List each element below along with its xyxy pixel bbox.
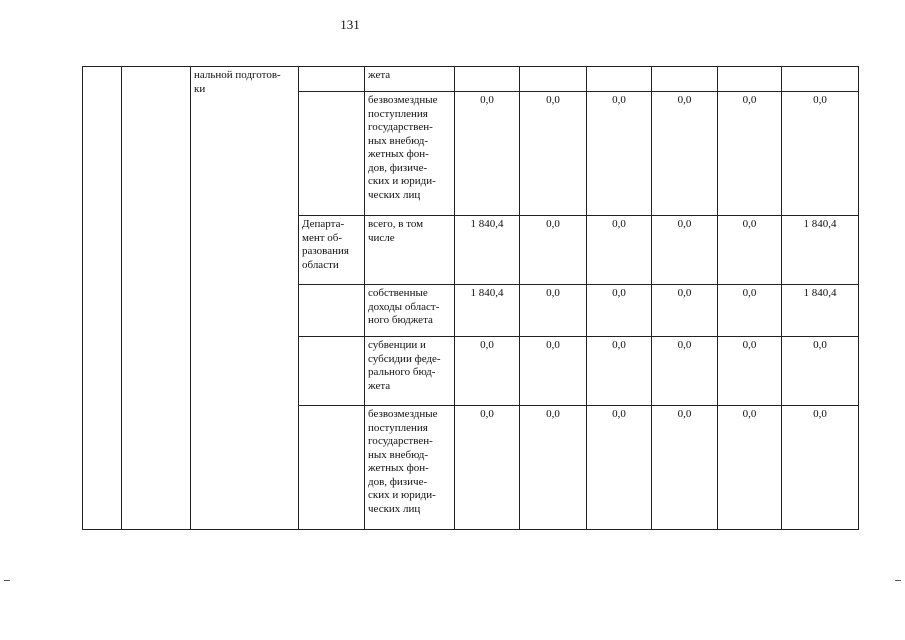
value-cell: 0,0 [652, 92, 718, 216]
page-number: 131 [340, 17, 360, 32]
table-row [83, 67, 859, 92]
source-cell: субвенции и субсидии феде- рального бюд- жета [365, 337, 455, 406]
training-text: нальной подготов- ки [194, 69, 281, 95]
value-cell: 0,0 [587, 337, 652, 406]
executor-cell [299, 406, 365, 530]
value-cell: 0,0 [520, 406, 587, 530]
executor-cell [299, 67, 365, 92]
value-cell: 0,0 [718, 406, 782, 530]
value-cell: 0,0 [718, 92, 782, 216]
value-cell: 0,0 [587, 216, 652, 285]
value-cell: 0,0 [782, 406, 859, 530]
source-cell: безвозмездные поступления государствен- ных внебюд- жетных фон- дов, физиче- ских и юриди- ческих лиц [365, 92, 455, 216]
source-cell: собственные доходы област- ного бюджета [365, 285, 455, 337]
value-cell [587, 67, 652, 92]
budget-table [82, 66, 859, 530]
value-cell [455, 67, 520, 92]
value-cell [782, 67, 859, 92]
department-cell [299, 216, 365, 285]
executor-cell [299, 92, 365, 216]
value-cell: 0,0 [520, 285, 587, 337]
value-cell: 0,0 [455, 337, 520, 406]
value-cell: 0,0 [652, 216, 718, 285]
value-cell [718, 67, 782, 92]
executor-cell [299, 337, 365, 406]
value-cell: 0,0 [520, 92, 587, 216]
scan-mark-left [4, 580, 10, 581]
value-cell: 0,0 [587, 285, 652, 337]
value-cell: 0,0 [455, 406, 520, 530]
value-cell: 0,0 [782, 92, 859, 216]
row-number-cell [83, 67, 122, 530]
value-cell: 0,0 [718, 337, 782, 406]
value-cell: 1 840,4 [782, 216, 859, 285]
value-cell: 1 840,4 [455, 285, 520, 337]
department-label: Департа- мент об- разования области [302, 218, 349, 271]
value-cell: 0,0 [652, 285, 718, 337]
value-cell: 1 840,4 [455, 216, 520, 285]
training-cell [191, 67, 299, 530]
executor-cell [299, 285, 365, 337]
source-cell: жета [365, 67, 455, 92]
value-cell: 0,0 [520, 337, 587, 406]
value-cell [520, 67, 587, 92]
value-cell: 0,0 [587, 92, 652, 216]
code-cell [122, 67, 191, 530]
value-cell: 0,0 [455, 92, 520, 216]
scan-mark-right [895, 580, 901, 581]
value-cell [652, 67, 718, 92]
value-cell: 0,0 [718, 216, 782, 285]
value-cell: 0,0 [782, 337, 859, 406]
value-cell: 0,0 [652, 406, 718, 530]
value-cell: 0,0 [718, 285, 782, 337]
source-cell: всего, в том числе [365, 216, 455, 285]
source-cell: безвозмездные поступления государствен- ных внебюд- жетных фон- дов, физиче- ских и юриди- ческих лиц [365, 406, 455, 530]
value-cell: 0,0 [587, 406, 652, 530]
value-cell: 0,0 [652, 337, 718, 406]
value-cell: 1 840,4 [782, 285, 859, 337]
value-cell: 0,0 [520, 216, 587, 285]
